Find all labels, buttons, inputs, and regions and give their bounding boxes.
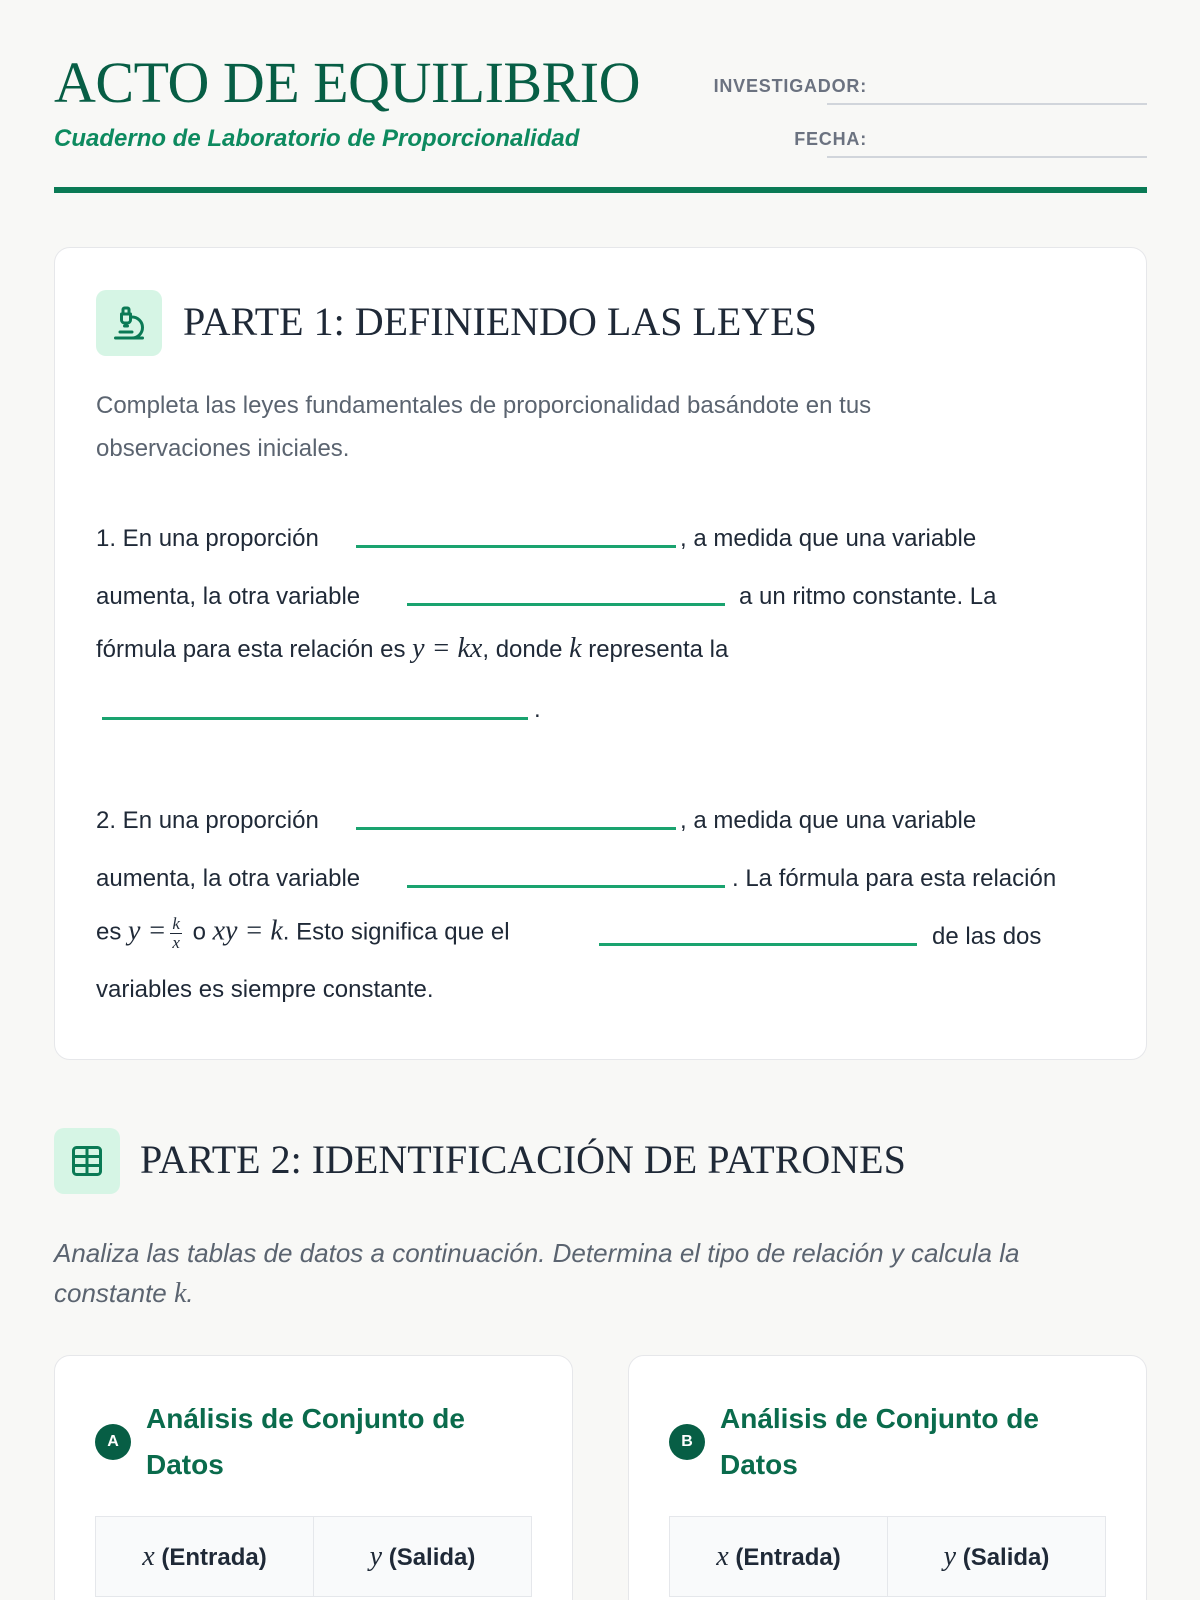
q1-text-a: 1. En una proporción (96, 525, 319, 552)
q2-text-c: aumenta, la otra variable (96, 865, 361, 892)
date-label: FECHA: (794, 129, 867, 149)
q1-text-g: representa la (588, 636, 729, 663)
q2-frac-den: x (172, 933, 180, 952)
col-x-var: x (716, 1540, 729, 1572)
investigator-field[interactable] (827, 103, 1147, 105)
q1-line3 (96, 633, 728, 665)
col-y-var: y (943, 1540, 957, 1572)
q2-blank-2[interactable] (407, 885, 725, 888)
q2-formula2: xy = k (212, 915, 283, 947)
col-x-var: x (142, 1540, 155, 1572)
part1-intro: Completa las leyes fundamentales de proporcionalidad basándote en tus observaciones iniciales. (96, 392, 872, 462)
microscope-icon (96, 290, 162, 356)
dataset-a-col-x (96, 1517, 314, 1597)
q2-blank-1[interactable] (356, 827, 676, 830)
header-divider (54, 187, 1147, 193)
q1-text-c: aumenta, la otra variable (96, 583, 361, 610)
q1-blank-3[interactable] (102, 717, 528, 720)
q1-text-f: , donde (482, 636, 563, 663)
part2-k-var: k (173, 1278, 187, 1309)
part1-title: PARTE 1: DEFINIENDO LAS LEYES (183, 299, 817, 344)
worksheet-page (54, 0, 1147, 1572)
part2-intro-text: Analiza las tablas de datos a continuación. Determina el tipo de relación y calcula la constante (54, 1238, 1020, 1308)
dataset-a-table (95, 1516, 532, 1597)
table-header-row (670, 1517, 1106, 1597)
dataset-b-col-x (670, 1517, 888, 1597)
part2-intro (54, 1233, 1084, 1314)
q2-fraction (170, 915, 182, 951)
col-x-label: (Entrada) (735, 1543, 841, 1571)
q2-text-h: variables es siempre constante. (96, 976, 434, 1003)
part1-card (54, 247, 1147, 1060)
dataset-a-card (54, 1355, 573, 1600)
q1-k-var: k (569, 633, 582, 664)
part2-title: PARTE 2: IDENTIFICACIÓN DE PATRONES (140, 1137, 906, 1182)
q2-text-g: de las dos (932, 923, 1042, 950)
dataset-b-badge: B (669, 1424, 705, 1460)
col-y-var: y (369, 1540, 383, 1572)
q2-frac-num: k (172, 914, 180, 933)
q1-blank-2[interactable] (407, 603, 725, 606)
col-x-label: (Entrada) (161, 1543, 267, 1571)
q1-text-b: , a medida que una variable (680, 525, 977, 552)
page-subtitle: Cuaderno de Laboratorio de Proporcionalidad (54, 125, 580, 152)
dataset-b-col-y (888, 1517, 1106, 1597)
col-y-label: (Salida) (388, 1543, 476, 1571)
date-field[interactable] (827, 156, 1147, 158)
table-header-row (96, 1517, 532, 1597)
header (54, 0, 1147, 194)
q2-text-b: , a medida que una variable (680, 807, 977, 834)
q2-text-a: 2. En una proporción (96, 807, 319, 834)
q2-text-e: es (96, 918, 122, 946)
q2-or: o (192, 918, 206, 946)
dataset-b-table (669, 1516, 1106, 1597)
q1-text-e: fórmula para esta relación es (96, 636, 406, 663)
dataset-a-col-y (314, 1517, 532, 1597)
q1-blank-1[interactable] (356, 545, 676, 548)
q2-text-f: . Esto significa que el (282, 918, 510, 946)
page-title: ACTO DE EQUILIBRIO (54, 50, 640, 115)
dataset-a-badge: A (95, 1424, 131, 1460)
q1-formula: y = kx (412, 633, 483, 664)
part2-intro-end: . (186, 1278, 194, 1308)
investigator-label: INVESTIGADOR: (713, 76, 867, 96)
q1-end: . (534, 696, 541, 723)
dataset-b-card (628, 1355, 1147, 1600)
q2-y-eq: y = (128, 915, 167, 947)
dataset-b-title: Análisis de Conjunto de Datos (720, 1403, 1039, 1480)
dataset-a-title: Análisis de Conjunto de Datos (146, 1403, 465, 1480)
q2-blank-3[interactable] (599, 943, 917, 946)
table-icon (54, 1128, 120, 1194)
q2-text-d: . La fórmula para esta relación (732, 865, 1057, 892)
q2-line3 (96, 915, 510, 951)
col-y-label: (Salida) (962, 1543, 1050, 1571)
q1-text-d: a un ritmo constante. La (739, 583, 997, 610)
